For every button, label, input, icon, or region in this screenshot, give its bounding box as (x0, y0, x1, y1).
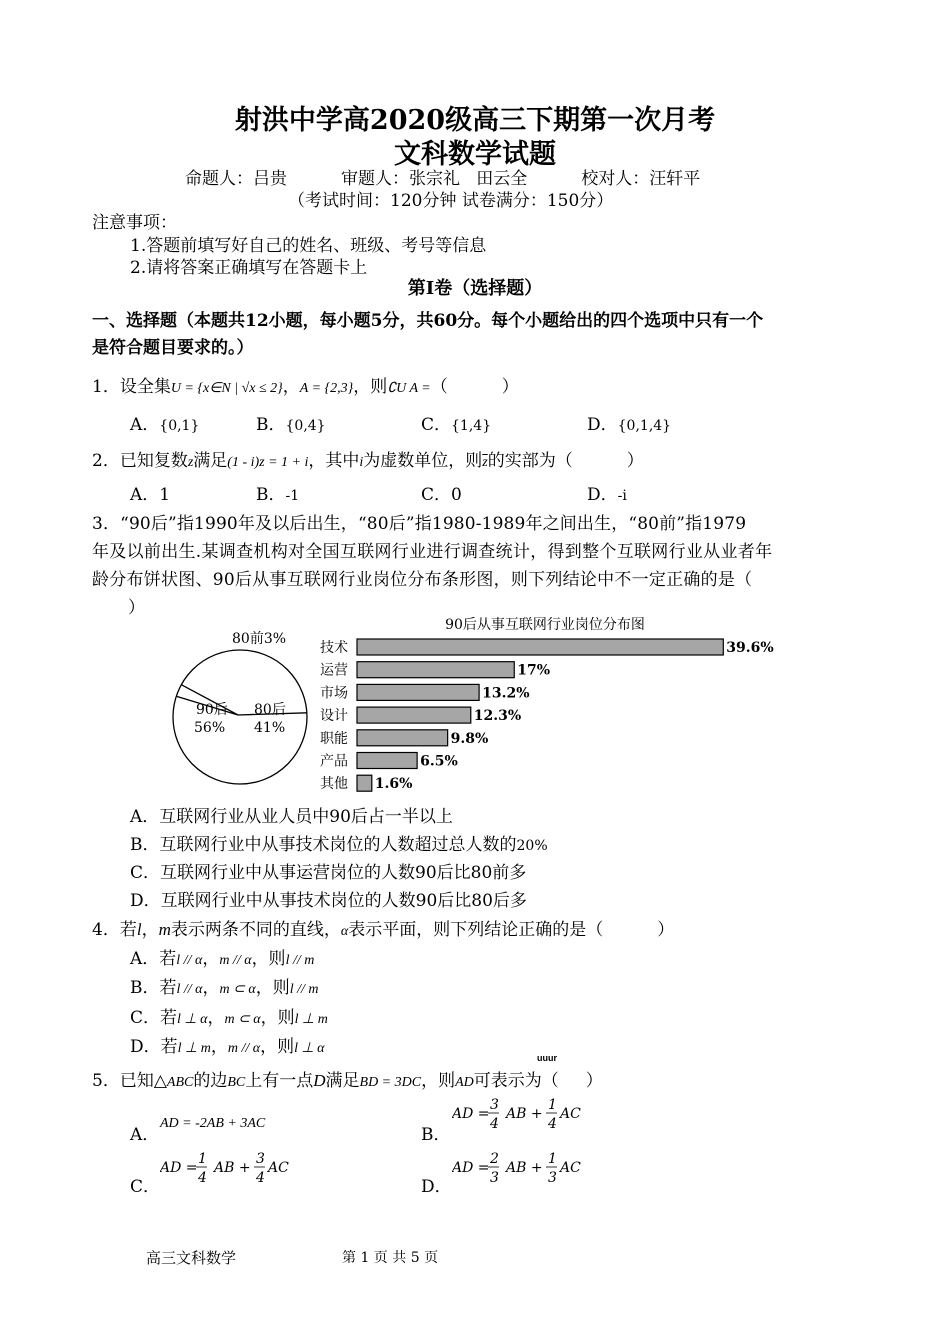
svg-text:AD =: AD = (452, 1106, 490, 1122)
svg-text:3: 3 (490, 1170, 499, 1186)
question-4: 4．若l，m表示两条不同的直线，α表示平面，则下列结论正确的是（ ） (92, 920, 675, 940)
q3-option-a: A．互联网行业从业人员中90后占一半以上 (130, 807, 453, 827)
q1-set-a: A = {2,3} (299, 381, 354, 396)
bar-value-label: 13.2% (482, 685, 530, 702)
svg-text:1: 1 (548, 1097, 557, 1113)
svg-text:AC: AC (560, 1106, 581, 1122)
svg-text:AB +: AB + (506, 1160, 543, 1176)
q2-option-a: A．1 (130, 485, 171, 505)
svg-text:4: 4 (548, 1116, 557, 1132)
pie-label-80-value: 41% (254, 720, 286, 736)
q5-option-c: C． (130, 1177, 161, 1197)
q3-option-b: B．互联网行业中从事技术岗位的人数超过总人数的20% (130, 835, 548, 855)
svg-text:AD =: AD = (160, 1160, 198, 1176)
pie-outline (173, 650, 307, 784)
bar-其他 (357, 775, 372, 791)
svg-text:1: 1 (198, 1151, 207, 1167)
bar-value-label: 39.6% (726, 640, 774, 656)
question-3-line1: 3．“90后”指1990年及以后出生，“80后”指1980-1989年之间出生，“80前”指1979 (92, 514, 747, 534)
q3-option-d: D．互联网行业中从事技术岗位的人数90后比80后多 (130, 891, 527, 911)
svg-text:2: 2 (490, 1151, 499, 1167)
bar-value-label: 6.5% (420, 753, 458, 770)
svg-text:AB +: AB + (214, 1160, 251, 1176)
section-heading: 一、选择题（本题共12小题，每小题5分，共60分。每个小题给出的四个选项中只有一个 (92, 311, 764, 331)
bar-市场 (357, 684, 479, 700)
q2-option-b: B．-1 (256, 485, 300, 505)
q5-option-b: B． (421, 1125, 451, 1145)
svg-text:4: 4 (198, 1170, 207, 1186)
author-line: 命题人：吕贵 审题人：张宗礼 田云全 校对人：汪轩平 (185, 169, 701, 189)
svg-text:4: 4 (490, 1116, 499, 1132)
vector-arrow-mark: uuur (537, 1053, 557, 1063)
bar-职能 (357, 730, 448, 746)
pie-label-80-name: 80后 (254, 702, 286, 718)
svg-text:4: 4 (256, 1170, 265, 1186)
bar-category-label: 产品 (320, 753, 348, 770)
q1-then: ，则 (353, 377, 388, 397)
bar-category-label: 技术 (320, 640, 348, 656)
bar-category-label: 市场 (320, 685, 348, 702)
svg-text:3: 3 (490, 1097, 499, 1113)
q1-option-c: C．{1,4} (421, 415, 492, 435)
question-3-line3: 龄分布饼状图、90后从事互联网行业岗位分布条形图，则下列结论中不一定正确的是（ (92, 570, 753, 590)
svg-text:1: 1 (548, 1151, 557, 1167)
bar-运营 (357, 662, 514, 678)
section-heading-cont: 是符合题目要求的。） (92, 338, 254, 358)
q5-option-d: D． (421, 1177, 452, 1197)
q1-paren: （ ） (430, 377, 519, 397)
q5-option-a-expr: AD = -2AB + 3AC (160, 1116, 266, 1131)
bar-category-label: 职能 (320, 730, 348, 747)
bar-category-label: 其他 (320, 776, 348, 793)
q1-option-a: A．{0,1} (130, 415, 200, 435)
q1-sep: ， (282, 377, 300, 397)
q5-option-b-expr (452, 1094, 612, 1136)
question-3-line4: ） (128, 598, 145, 618)
exam-title: 射洪中学高2020级高三下期第一次月考 (234, 105, 716, 136)
footer-subject: 高三文科数学 (146, 1249, 237, 1267)
bar-value-label: 1.6% (374, 776, 413, 793)
time-line: （考试时间：120分钟 试卷满分：150分） (288, 191, 614, 211)
q4-option-d: D．若l ⊥ m，m // α，则l ⊥ α (130, 1037, 325, 1057)
question-1 (92, 372, 519, 397)
q3-option-c: C．互联网行业中从事运营岗位的人数90后比80前多 (130, 863, 527, 883)
q2-option-d: D．-i (587, 485, 627, 505)
pie-label-90-name: 90后 (196, 702, 228, 718)
q4-option-b: B．若l // α，m ⊂ α，则l // m (130, 978, 319, 998)
exam-subtitle: 文科数学试题 (394, 139, 556, 170)
pie-label-80q: 80前3% (232, 631, 287, 647)
note-item: 1.答题前填写好自己的姓名、班级、考号等信息 (130, 236, 487, 256)
footer-page-number: 第 1 页 共 5 页 (342, 1250, 439, 1266)
question-5: 5．已知△ABC的边BC上有一点D满足BD = 3DC，则AD可表示为（ ） (92, 1071, 603, 1091)
bar-value-label: 9.8% (450, 730, 489, 747)
q1-set-u: U = {x∈N | √x ≤ 2} (170, 381, 283, 396)
q2-option-c: C．0 (421, 485, 462, 505)
q5-option-c-expr (160, 1148, 320, 1190)
bar-value-label: 12.3% (473, 708, 522, 725)
note-item: 2.请将答案正确填写在答题卡上 (130, 258, 368, 278)
bar-技术 (357, 639, 723, 655)
bar-产品 (357, 753, 417, 769)
q5-option-a: A． (130, 1125, 160, 1145)
svg-text:AC: AC (560, 1160, 581, 1176)
q1-complement: ∁U A = (387, 381, 431, 396)
bar-设计 (357, 707, 471, 723)
notes-heading: 注意事项： (92, 213, 177, 233)
svg-text:AC: AC (268, 1160, 289, 1176)
bar-chart-title: 90后从事互联网行业岗位分布图 (445, 617, 645, 633)
bar-value-label: 17% (517, 662, 551, 679)
bar-category-label: 设计 (320, 708, 348, 725)
q1-option-d: D．{0,1,4} (587, 415, 672, 435)
svg-text:3: 3 (548, 1170, 557, 1186)
question-3-line2: 年及以前出生.某调查机构对全国互联网行业进行调查统计，得到整个互联网行业从业者年 (92, 542, 773, 562)
q1-option-b: B．{0,4} (256, 415, 326, 435)
svg-text:AB +: AB + (506, 1106, 543, 1122)
q4-option-c: C．若l ⊥ α，m ⊂ α，则l ⊥ m (130, 1008, 328, 1028)
svg-text:AD =: AD = (452, 1160, 490, 1176)
q1-prefix: 1．设全集 (92, 377, 171, 397)
q5-option-d-expr (452, 1148, 612, 1190)
job-bar-chart (315, 612, 795, 797)
part-title: 第Ⅰ卷（选择题） (407, 278, 543, 299)
q4-option-a: A．若l // α，m // α，则l // m (130, 949, 315, 969)
age-pie-chart (170, 622, 315, 787)
svg-text:3: 3 (256, 1151, 265, 1167)
bar-category-label: 运营 (320, 662, 348, 679)
pie-label-90-value: 56% (194, 720, 226, 736)
question-2: 2．已知复数z满足(1 - i)z = 1 + i，其中i为虚数单位，则$\overline{z}$的实部为（ ） (92, 451, 644, 471)
